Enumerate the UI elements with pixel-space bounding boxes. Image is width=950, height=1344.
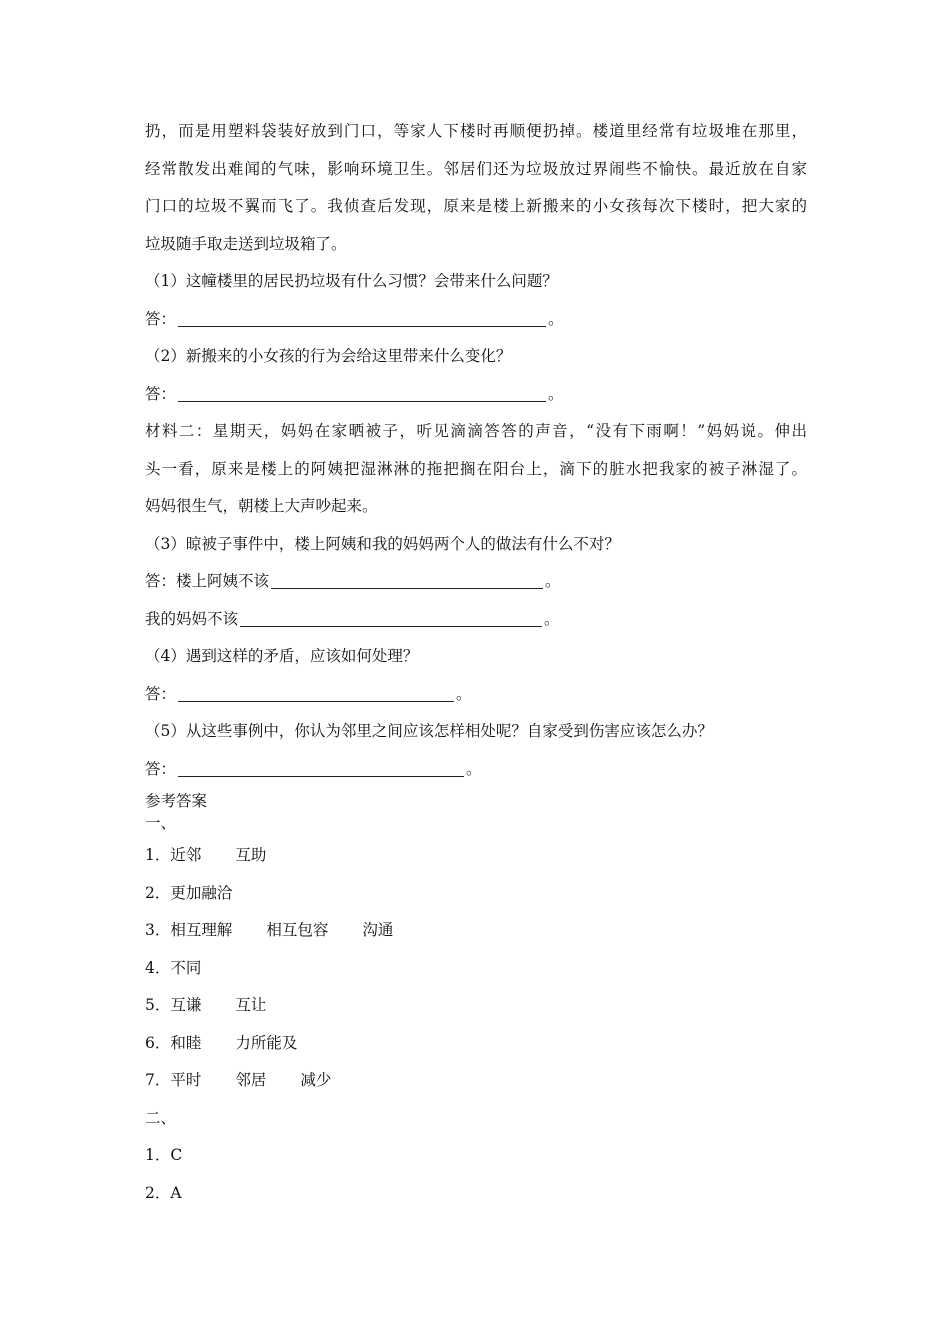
answer-item [145, 1025, 807, 1063]
answer-blank[interactable] [178, 385, 546, 402]
item-number: 5． [145, 996, 171, 1014]
answer-text: 近邻 [170, 846, 202, 864]
answer-end: 。 [548, 384, 564, 403]
answer-item [145, 912, 807, 950]
answer-1-line [145, 301, 807, 339]
answer-blank[interactable] [178, 310, 546, 327]
answer-4-line [145, 676, 807, 714]
paragraph-line: 门口的垃圾不翼而飞了。我侦查后发现，原来是楼上新搬来的小女孩每次下楼时，把大家的 [145, 197, 807, 215]
answer-2-line [145, 376, 807, 414]
answer-label: 答： [145, 759, 177, 778]
item-number: 2． [145, 1183, 171, 1202]
answer-text: A [170, 1183, 182, 1202]
answer-item [145, 1175, 807, 1213]
answer-text: 相互包容 [266, 921, 329, 939]
answer-label: 答： [145, 684, 177, 703]
answer-end: 。 [545, 572, 561, 590]
answer-3a-line [145, 563, 807, 601]
item-number: 1． [145, 846, 171, 864]
item-number: 4． [145, 958, 171, 977]
material-one-paragraph [145, 113, 807, 263]
answer-blank[interactable] [271, 572, 543, 589]
answer-text: 邻居 [235, 1071, 267, 1089]
item-number: 1． [145, 1146, 171, 1164]
question-3: （3）晾被子事件中，楼上阿姨和我的妈妈两个人的做法有什么不对？ [145, 534, 620, 553]
answer-item [145, 875, 807, 913]
answers-section-2: 二、 [145, 1108, 177, 1127]
answer-end: 。 [466, 759, 482, 778]
answer-label: 答： [145, 309, 177, 328]
answer-3b-line [145, 601, 807, 639]
answer-item [145, 1062, 807, 1100]
answer-item [145, 1137, 807, 1175]
answers-list-1 [145, 837, 807, 1100]
answer-text: 互让 [235, 996, 267, 1014]
answer-label: 答： [145, 384, 177, 403]
answer-text: 互助 [235, 846, 267, 864]
answer-text: 沟通 [362, 921, 394, 939]
answer-text: 不同 [170, 958, 202, 977]
document-page [145, 113, 807, 1212]
answer-item [145, 987, 807, 1025]
answers-section-1: 一、 [145, 814, 177, 832]
answer-text: 和睦 [170, 1033, 202, 1052]
answer-text: C [170, 1146, 183, 1164]
paragraph-line: 扔，而是用塑料袋装好放到门口，等家人下楼时再顺便扔掉。楼道里经常有垃圾堆在那里， [145, 122, 807, 140]
item-number: 7． [145, 1071, 171, 1089]
answer-text: 平时 [170, 1071, 202, 1089]
answer-text: 互谦 [170, 996, 202, 1014]
answer-blank[interactable] [240, 610, 542, 627]
answer-label: 答：楼上阿姨不该 [145, 572, 270, 590]
answer-label: 我的妈妈不该 [145, 609, 239, 628]
answer-end: 。 [548, 309, 564, 328]
item-number: 2． [145, 883, 171, 902]
answer-item [145, 950, 807, 988]
answer-end: 。 [544, 609, 560, 628]
question-1: （1）这幢楼里的居民扔垃圾有什么习惯？会带来什么问题？ [145, 272, 558, 290]
answer-5-line [145, 751, 807, 789]
answer-blank[interactable] [178, 760, 464, 777]
answer-text: 相互理解 [170, 921, 233, 939]
question-4: （4）遇到这样的矛盾，应该如何处理？ [145, 647, 419, 665]
material-two-paragraph [145, 413, 807, 526]
answer-item [145, 837, 807, 875]
answer-end: 。 [456, 684, 472, 703]
paragraph-line: 妈妈很生气，朝楼上大声吵起来。 [145, 497, 378, 515]
paragraph-line: 材料二：星期天，妈妈在家晒被子，听见滴滴答答的声音，“没有下雨啊！”妈妈说。伸出 [145, 422, 807, 440]
question-2: （2）新搬来的小女孩的行为会给这里带来什么变化？ [145, 347, 512, 365]
paragraph-line: 经常散发出难闻的气味，影响环境卫生。邻居们还为垃圾放过界闹些不愉快。最近放在自家 [145, 159, 807, 178]
paragraph-line: 垃圾随手取走送到垃圾箱了。 [145, 234, 347, 253]
answer-blank[interactable] [178, 685, 454, 702]
item-number: 3． [145, 921, 171, 939]
answer-text: 力所能及 [235, 1033, 298, 1052]
paragraph-line: 头一看，原来是楼上的阿姨把湿淋淋的拖把搁在阳台上，滴下的脏水把我家的被子淋湿了。 [145, 459, 807, 478]
item-number: 6． [145, 1033, 171, 1052]
answers-title: 参考答案 [145, 792, 208, 810]
answer-text: 减少 [300, 1071, 332, 1089]
question-5: （5）从这些事例中，你认为邻里之间应该怎样相处呢？自家受到伤害应该怎么办？ [145, 722, 713, 740]
answer-text: 更加融洽 [170, 883, 233, 902]
